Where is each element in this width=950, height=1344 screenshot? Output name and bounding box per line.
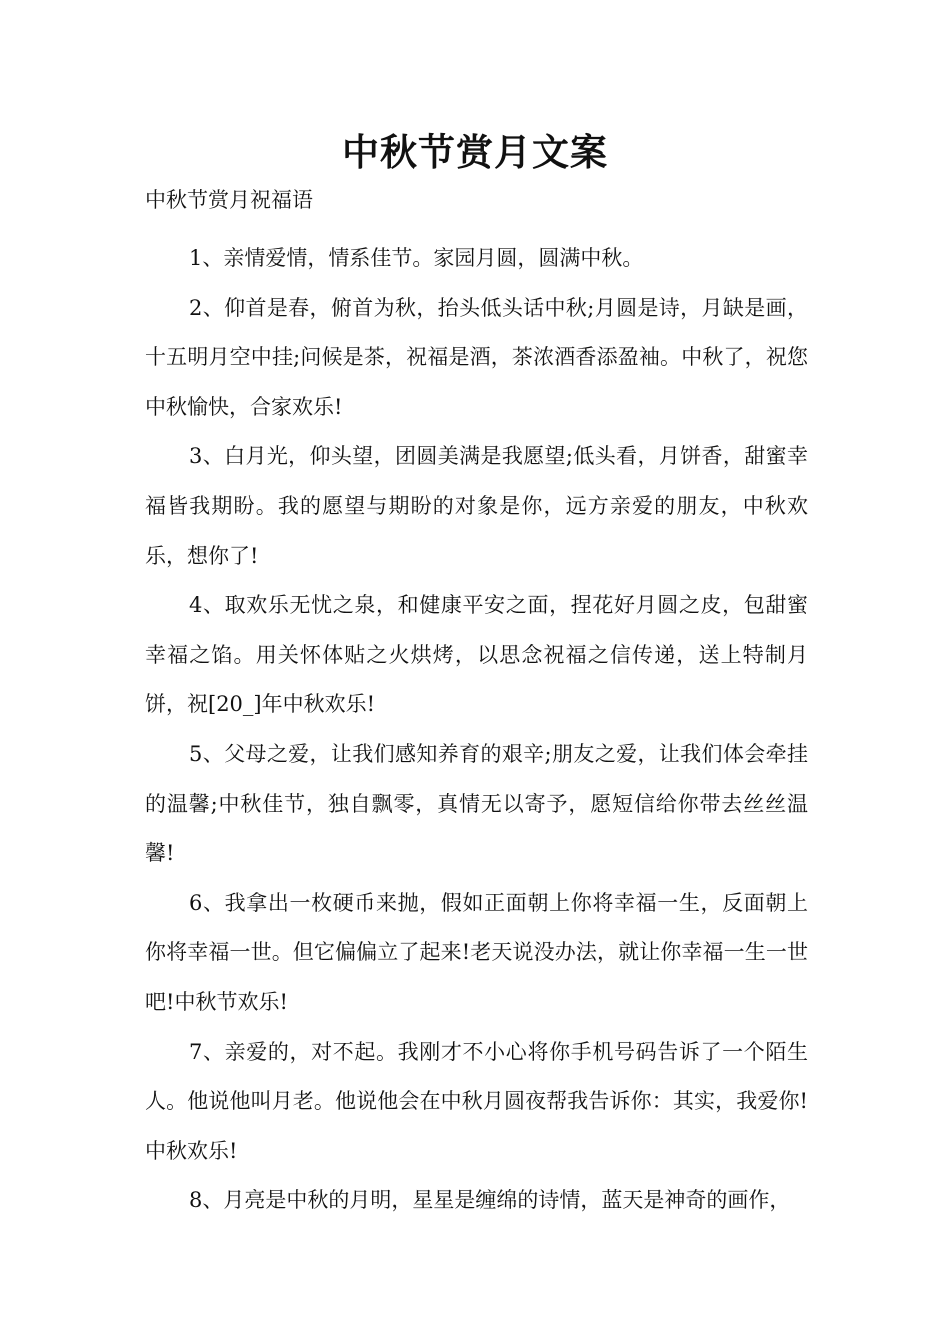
- page-title: 中秋节赏月文案: [342, 130, 608, 174]
- paragraph-2: 2、仰首是春，俯首为秋，抬头低头话中秋;月圆是诗，月缺是画，十五明月空中挂;问候是茶，祝福是酒，茶浓酒香添盈袖。中秋了，祝您中秋愉快，合家欢乐!: [145, 295, 808, 419]
- paragraph-5: 5、父母之爱，让我们感知养育的艰辛;朋友之爱，让我们体会牵挂的温馨;中秋佳节，独自飘零，真情无以寄予，愿短信给你带去丝丝温馨!: [145, 741, 808, 866]
- document-body: [145, 234, 808, 1226]
- paragraph-8: 8、月亮是中秋的月明，星星是缠绵的诗情，蓝天是神奇的画作，: [189, 1188, 791, 1213]
- paragraph-1: 1、亲情爱情，情系佳节。家园月圆，圆满中秋。: [189, 246, 644, 270]
- paragraph-7: 7、亲爱的，对不起。我刚才不小心将你手机号码告诉了一个陌生人。他说他叫月老。他说他会在中秋月圆夜帮我告诉你：其实，我爱你!中秋欢乐!: [145, 1039, 808, 1163]
- section-heading: 中秋节赏月祝福语: [145, 188, 313, 212]
- paragraph-3: 3、白月光，仰头望，团圆美满是我愿望;低头看，月饼香，甜蜜幸福皆我期盼。我的愿望与期盼的对象是你，远方亲爱的朋友，中秋欢乐，想你了!: [145, 444, 808, 568]
- paragraph-4: 4、取欢乐无忧之泉，和健康平安之面，捏花好月圆之皮，包甜蜜幸福之馅。用关怀体贴之火烘烤，以思念祝福之信传递，送上特制月饼，祝[20_]年中秋欢乐!: [145, 593, 808, 717]
- paragraph-6: 6、我拿出一枚硬币来抛，假如正面朝上你将幸福一生，反面朝上你将幸福一世。但它偏偏立了起来!老天说没办法，就让你幸福一生一世吧!中秋节欢乐!: [145, 890, 808, 1014]
